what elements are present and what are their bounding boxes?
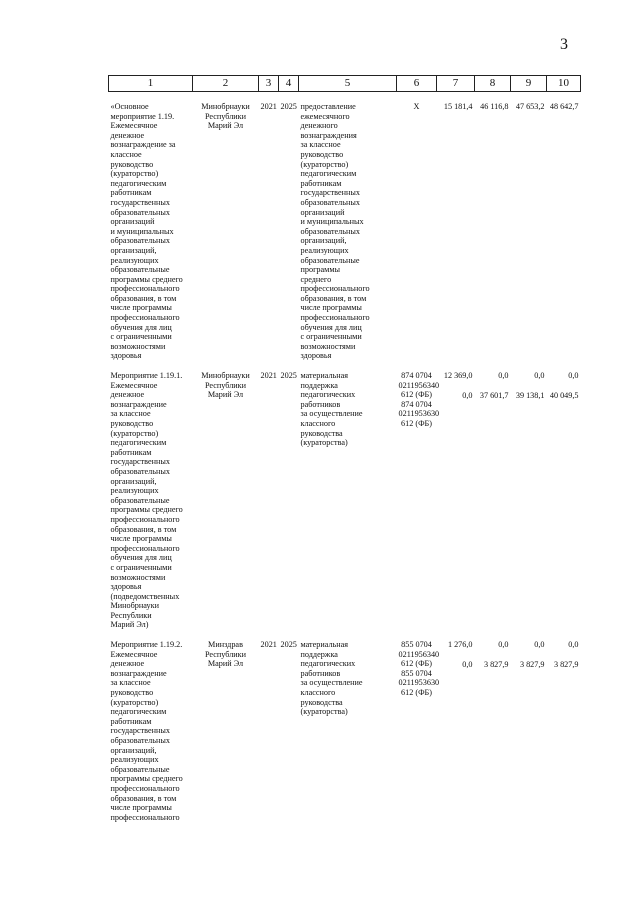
- executor: Минобрнауки Республики Марий Эл: [201, 371, 250, 400]
- amount-value: 0,0: [498, 640, 509, 650]
- end-year: 2025: [280, 102, 297, 111]
- amount-col-10: [547, 371, 581, 630]
- amount-value: 0,0: [534, 371, 545, 381]
- amount-value: 0,0: [534, 640, 545, 650]
- activity-result: предоставление ежемесячного денежного вознаграждения за классное руководство (кураторство) педагогическим работникам государственных образовательных организаций и муниципальных образовательных организаций, реализующих образовательные программы среднего профессионального образования, в том числе программы профессионального обучения для лиц с ограниченными возможностями здоровья: [300, 102, 370, 361]
- amount-value: 0,0: [462, 390, 473, 400]
- amount-gap: [513, 650, 545, 660]
- row-spacer: [109, 630, 581, 640]
- amount-value: 0,0: [568, 371, 579, 381]
- amount-gap: [477, 381, 509, 391]
- end-year: 2025: [280, 371, 297, 381]
- amount-col-7: [437, 640, 475, 822]
- activity-result: материальная поддержка педагогических работников за осуществление классного руководства (кураторства): [300, 371, 363, 448]
- table-row: [109, 102, 581, 361]
- column-header-1: 1: [109, 76, 193, 92]
- amount-value: 12 369,0: [443, 371, 473, 381]
- column-header-7: 7: [437, 76, 475, 92]
- amount-value: 0,0: [498, 371, 509, 381]
- amount-value: 3 827,9: [519, 659, 545, 669]
- column-header-6: 6: [397, 76, 437, 92]
- budget-code: Х: [413, 102, 420, 111]
- amount-col-8: 46 116,8: [480, 102, 509, 111]
- start-year: 2021: [260, 640, 277, 650]
- header-row: [109, 76, 581, 92]
- amount-col-7: [437, 371, 475, 630]
- amount-value: 1 276,0: [447, 640, 473, 650]
- amount-value: 0,0: [462, 659, 473, 669]
- column-header-8: 8: [475, 76, 511, 92]
- start-year: 2021: [260, 102, 277, 111]
- amount-value: 3 827,9: [553, 659, 579, 669]
- amount-value: 3 827,9: [483, 659, 509, 669]
- activity-result: материальная поддержка педагогических работников за осуществление классного руководства (кураторства): [300, 640, 363, 717]
- start-year: 2021: [260, 371, 277, 381]
- executor: Минобрнауки Республики Марий Эл: [201, 102, 250, 131]
- amount-value: 0,0: [568, 640, 579, 650]
- column-header-3: 3: [259, 76, 279, 92]
- page-number: 3: [560, 36, 568, 53]
- amount-col-9: [511, 371, 547, 630]
- activity-name: Мероприятие 1.19.2. Ежемесячное денежное вознаграждение за классное руководство (кураторство) педагогическим работникам государственных образовательных организаций, реализующих образовательные программы среднего профессионального образования, в том числе программы профессионального: [110, 640, 183, 822]
- budget-code: 855 0704 0211956340 612 (ФБ) 855 0704 0211953630 612 (ФБ): [398, 640, 440, 698]
- activity-name: Мероприятие 1.19.1. Ежемесячное денежное вознаграждение за классное руководство (кураторство) педагогическим работникам государственных образовательных организаций, реализующих образовательные программы среднего профессионального образования, в том числе программы профессионального обучения для лиц с ограниченными возможностями здоровья (подведомственных Минобрнауки Республики Марий Эл): [110, 371, 183, 630]
- amount-gap: [549, 381, 579, 391]
- table-row: [109, 640, 581, 822]
- amount-value: 39 138,1: [515, 390, 545, 400]
- budget-code: 874 0704 0211956340 612 (ФБ) 874 0704 0211953630 612 (ФБ): [398, 371, 440, 428]
- program-activities-table: [108, 75, 581, 822]
- amount-col-7: 15 181,4: [443, 102, 473, 111]
- activity-name: «Основное мероприятие 1.19. Ежемесячное денежное вознаграждение за классное руководство (кураторство) педагогическим работникам государственных образовательных организаций и муниципальных образовательных организаций, реализующих образовательные программы среднего профессионального образования, в том числе программы профессионального обучения для лиц с ограниченными возможностями здоровья: [110, 102, 183, 361]
- amount-gap: [513, 381, 545, 391]
- end-year: 2025: [280, 640, 297, 650]
- amount-col-8: [475, 371, 511, 630]
- amount-value: 40 049,5: [549, 390, 579, 400]
- row-spacer: [109, 92, 581, 103]
- amount-gap: [477, 650, 509, 660]
- executor: Минздрав Республики Марий Эл: [204, 640, 247, 669]
- amount-col-9: 47 653,2: [515, 102, 545, 111]
- column-header-2: 2: [193, 76, 259, 92]
- amount-col-10: 48 642,7: [549, 102, 579, 111]
- amount-col-10: [547, 640, 581, 822]
- amount-value: 37 601,7: [479, 390, 509, 400]
- column-header-9: 9: [511, 76, 547, 92]
- row-spacer: [109, 361, 581, 371]
- amount-col-8: [475, 640, 511, 822]
- column-header-10: 10: [547, 76, 581, 92]
- amount-col-9: [511, 640, 547, 822]
- amount-gap: [439, 381, 473, 391]
- column-header-4: 4: [279, 76, 299, 92]
- amount-gap: [549, 650, 579, 660]
- amount-gap: [439, 650, 473, 660]
- table-row: [109, 371, 581, 630]
- column-header-5: 5: [299, 76, 397, 92]
